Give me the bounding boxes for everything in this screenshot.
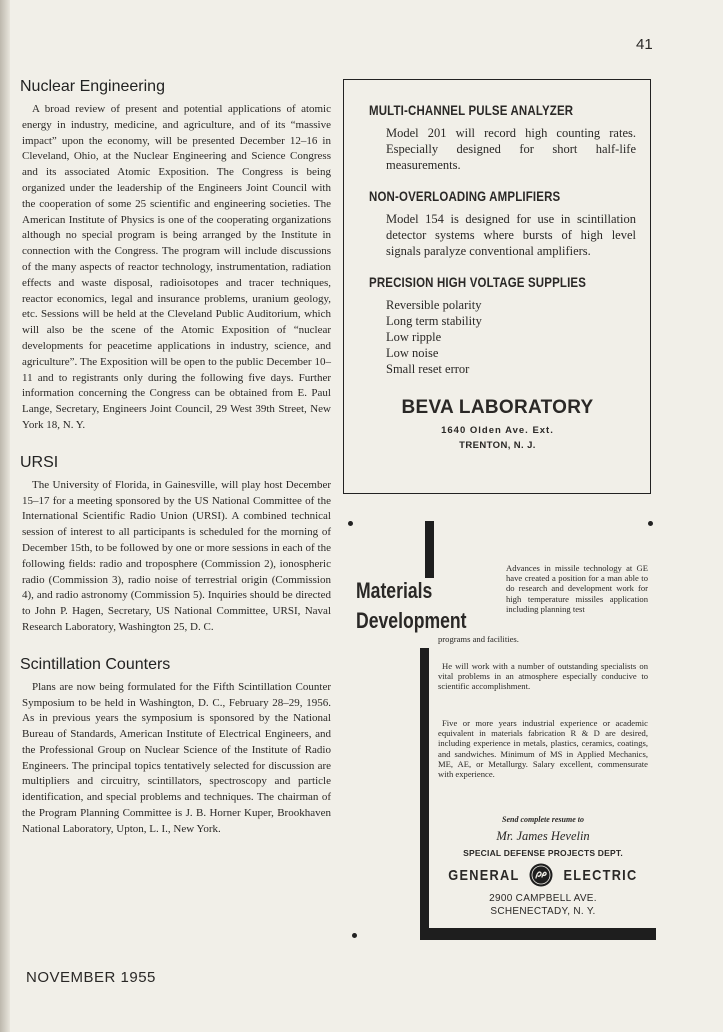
page-number: 41 <box>636 36 653 53</box>
issue-date-footer: NOVEMBER 1955 <box>26 969 156 986</box>
ad-title-line: Development <box>356 608 467 633</box>
article-title: URSI <box>20 453 59 471</box>
bullet-dot <box>648 521 653 526</box>
ad-paragraph: Five or more years industrial experience or academic equivalent in materials fabrication R & D are desired, including experience in metals, plastics, ceramics, coatings, and sandwiches. Minimum of MS in Applied Mechanics, ME, AE, or Metallurgy. Salary excellent, commensurate with experience. <box>438 718 648 780</box>
feature-list <box>386 297 636 377</box>
decorative-bar <box>425 521 434 578</box>
decorative-bar <box>420 648 429 940</box>
article-title: Nuclear Engineering <box>20 78 165 95</box>
resume-note: Send complete resume to <box>502 815 584 824</box>
ad-paragraph: He will work with a number of outstanding specialists on vital problems in an atmosphere especially conducive to scientific accomplishment. <box>438 661 648 692</box>
article-body: Plans are now being formulated for the Fifth Scintillation Counter Symposium to be held in Washington, D. C., February 28–29, 1956. As in previous years the symposium is sponsored by the National Bureau of Standards, American Institute of Electrical Engineers, and the Professional Group on Nuclear Science of the Institute of Radio Engineers. The principal topics tentatively selected for discussion are multipliers and circuitry, scintillators, spectroscopy and particle identification, and special problems and techniques. The chairman of the Program Planning Committee is J. B. Horner Kuper, Brookhaven National Laboratory, Upton, L. I., New York. <box>22 680 331 835</box>
article-body: A broad review of present and potential applications of atomic energy in industry, medicine, and agriculture, and of its “massive impact” upon the economy, will be presented December 12–16 in Cleveland, Ohio, at the Nuclear Engineering and Science Congress and its associated Atomic Exposition. The Congress is being organized under the leadership of the Engineers Joint Council with the cooperation of some 25 scientific and engineering societies. The American Institute of Physics is one of the cooperating organizations although no special program is being arranged by the Institute in connection with the Congress. The program will include discussions of the many aspects of reactor technology, instrumentation, radiation effects and waste disposal, radioisotopes and tracer techniques, reactor economics, legal and insurance problems, uranium geology, etc. Sessions will be held at the Cleveland Public Auditorium, which will also be the scene of the Atomic Exposition of “nuclear developments for peacetime applications in industry, science, and agriculture”. The Exposition will be open to the public December 10–11 and to registrants only during the following five days. Further information concerning the Congress can be obtained from E. Paul Lange, Secretary, Engineers Joint Council, 29 West 39th Street, New York 18, N. Y. <box>22 103 331 431</box>
news-column <box>22 78 331 858</box>
department-name: SPECIAL DEFENSE PROJECTS DEPT. <box>463 848 623 858</box>
company-name: BEVA LABORATORY <box>401 397 594 418</box>
general-electric-wordmark <box>438 862 648 888</box>
address-line: SCHENECTADY, N. Y. <box>490 906 596 917</box>
ad-paragraph: programs and facilities. <box>438 634 519 644</box>
feature-item: Reversible polarity <box>386 298 482 312</box>
beva-laboratory-ad <box>343 79 651 494</box>
contact-name: Mr. James Hevelin <box>496 829 590 843</box>
article-body: The University of Florida, in Gainesville, will play host December 15–17 for a meeting sponsored by the US National Committee of the International Scientific Radio Union (URSI). A combined technical session of interest to all participants is scheduled for the morning of December 15th, to be followed by one or more sessions in each of the following fields: radio and troposphere (Commission 2), ionospheric radio (Commission 3), radio noise of terrestrial origin (Commission 4), and radio astronomy (Commission 5). Inquiries should be directed to John P. Hagen, Secretary, US National Committee, URSI, Naval Research Laboratory, Washington 25, D. C. <box>22 478 331 633</box>
article-scintillation-counters <box>22 656 331 838</box>
product-description: Model 154 is designed for use in scintillation detector systems where bursts of high level signals paralyze conventional amplifiers. <box>386 212 636 258</box>
product-heading: PRECISION HIGH VOLTAGE SUPPLIES <box>369 274 587 290</box>
bullet-dot <box>352 933 357 938</box>
wordmark-left: GENERAL <box>447 866 520 884</box>
wordmark-right: ELECTRIC <box>563 866 638 884</box>
article-title: Scintillation Counters <box>20 655 171 673</box>
address-line: 2900 CAMPBELL AVE. <box>489 893 597 904</box>
company-city: TRENTON, N. J. <box>459 440 536 451</box>
ad-title <box>356 576 467 636</box>
feature-item: Low noise <box>386 346 439 360</box>
company-address: 1640 Olden Ave. Ext. <box>441 425 554 436</box>
feature-item: Long term stability <box>386 314 482 328</box>
product-description: Model 201 will record high counting rates. Especially designed for short half-life measurements. <box>386 126 636 172</box>
decorative-bar <box>420 928 656 940</box>
ge-logo-icon <box>529 863 553 887</box>
ad-paragraph: Advances in missile technology at GE have created a position for a man able to do research and development work for high temperature missiles application including planning test <box>506 563 648 614</box>
page-binding-shadow <box>0 0 10 1032</box>
article-ursi <box>22 454 331 636</box>
article-nuclear-engineering <box>22 78 331 434</box>
bullet-dot <box>348 521 353 526</box>
feature-item: Small reset error <box>386 362 470 376</box>
ad-title-line: Materials <box>356 578 433 603</box>
feature-item: Low ripple <box>386 330 442 344</box>
product-heading: NON-OVERLOADING AMPLIFIERS <box>369 188 561 204</box>
product-heading: MULTI-CHANNEL PULSE ANALYZER <box>369 102 574 118</box>
company-address <box>438 892 648 918</box>
